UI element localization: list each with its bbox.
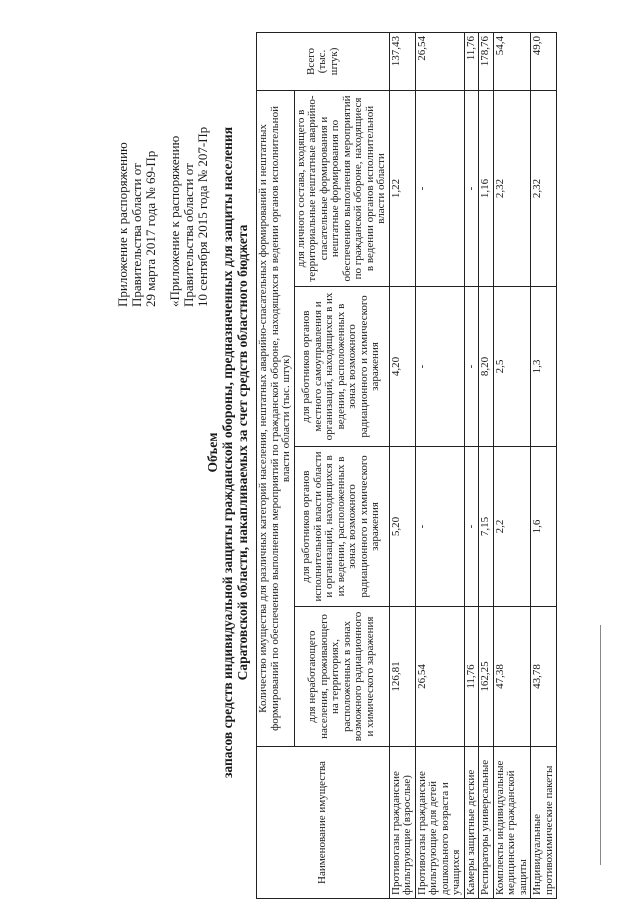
table-header-row	[257, 32, 295, 898]
cell-total: 178,76	[479, 32, 494, 90]
table-row	[389, 32, 415, 898]
subheader-1: для неработающего населения, проживающего на территориях, расположенных в зонах возможного радиационного и химического заражения	[294, 607, 389, 747]
cell-value: 1,16	[479, 90, 494, 286]
cell-value: -	[464, 287, 479, 447]
subheader-3: для работников органов местного самоуправления и организаций, находящихся в их ведении, расположенных в зонах возможного радиационного и химического заражения	[294, 287, 389, 447]
table-row	[493, 32, 531, 898]
cell-value: -	[464, 90, 479, 286]
table-row	[479, 32, 494, 898]
table-row	[464, 32, 479, 898]
cell-value: 7,15	[479, 447, 494, 607]
cell-total: 49,0	[531, 32, 557, 90]
cell-value: 1,22	[389, 90, 415, 286]
cell-value: 162,25	[479, 607, 494, 747]
row-name: Индивидуальные противохимические пакеты	[531, 747, 557, 899]
cell-total: 26,54	[415, 32, 464, 90]
cell-value: 8,20	[479, 287, 494, 447]
table-row	[415, 32, 464, 898]
appendix-line-4: «Приложение к распоряжению	[167, 135, 182, 307]
cell-value: 5,20	[389, 447, 415, 607]
appendix-line-3: 29 марта 2017 года № 69-Пр	[143, 150, 158, 307]
appendix-header	[116, 27, 210, 307]
cell-value: 11,76	[464, 607, 479, 747]
subheader-2: для работников органов исполнительной власти области и организаций, находящихся в их ведении, расположенных в зонах возможного радиационного и химического заражения	[294, 447, 389, 607]
header-group: Количество имущества для различных категорий населения, нештатных аварийно-спасательных формирований и нештатных формирований по обеспечению выполнения мероприятий по гражданской обороне, находящихся в ведении органов исполнительной власти области (тыс. штук)	[257, 90, 295, 746]
cell-value: -	[415, 90, 464, 286]
title-line-2: запасов средств индивидуальной защиты гражданской обороны, предназначенных для защиты населения	[220, 126, 235, 779]
cell-value: 126,81	[389, 607, 415, 747]
header-name: Наименование имущества	[257, 747, 390, 899]
appendix-line-6: 10 сентября 2015 года № 207-Пр	[195, 126, 210, 307]
cell-total: 54,4	[493, 32, 531, 90]
cell-total: 11,76	[464, 32, 479, 90]
row-name: Комплекты индивидуальные медицинские гражданской защиты	[493, 747, 531, 899]
row-name: Камеры защитные детские	[464, 747, 479, 899]
cell-value: -	[464, 447, 479, 607]
cell-value: -	[415, 287, 464, 447]
cell-value: 2,32	[531, 90, 557, 286]
row-name: Респираторы универсальные	[479, 747, 494, 899]
cell-value: 1,3	[531, 287, 557, 447]
cell-value: 26,54	[415, 607, 464, 747]
cell-value: -	[415, 447, 464, 607]
header-total: Всего (тыс. штук)	[257, 32, 390, 90]
volume-table	[256, 32, 557, 899]
cell-value: 43,78	[531, 607, 557, 747]
cell-value: 2,5	[493, 287, 531, 447]
signature-line	[600, 625, 601, 865]
cell-value: 1,6	[531, 447, 557, 607]
cell-value: 2,32	[493, 90, 531, 286]
cell-value: 4,20	[389, 287, 415, 447]
title-line-3: Саратовской области, накапливаемых за счет средств областного бюджета	[235, 224, 250, 681]
row-name: Противогазы гражданские фильтрующие для детей дошкольного возраста и учащихся	[415, 747, 464, 899]
row-name: Противогазы гражданские фильтрующие (взрослые)	[389, 747, 415, 899]
subheader-4: для личного состава, входящего в территориальные нештатные аварийно-спасательные формирования и нештатные формирования по обеспечению выполнения мероприятий по гражданской обороне, находящиеся в ведении органов исполнительной власти области	[294, 90, 389, 286]
document-title	[205, 30, 250, 875]
title-line-1: Объем	[205, 432, 220, 473]
cell-total: 137,43	[389, 32, 415, 90]
table-row	[531, 32, 557, 898]
cell-value: 2,2	[493, 447, 531, 607]
appendix-line-2: Правительства области от	[129, 163, 144, 307]
appendix-line-1: Приложение к распоряжению	[115, 142, 130, 307]
cell-value: 47,38	[493, 607, 531, 747]
appendix-line-5: Правительства области от	[181, 163, 196, 307]
